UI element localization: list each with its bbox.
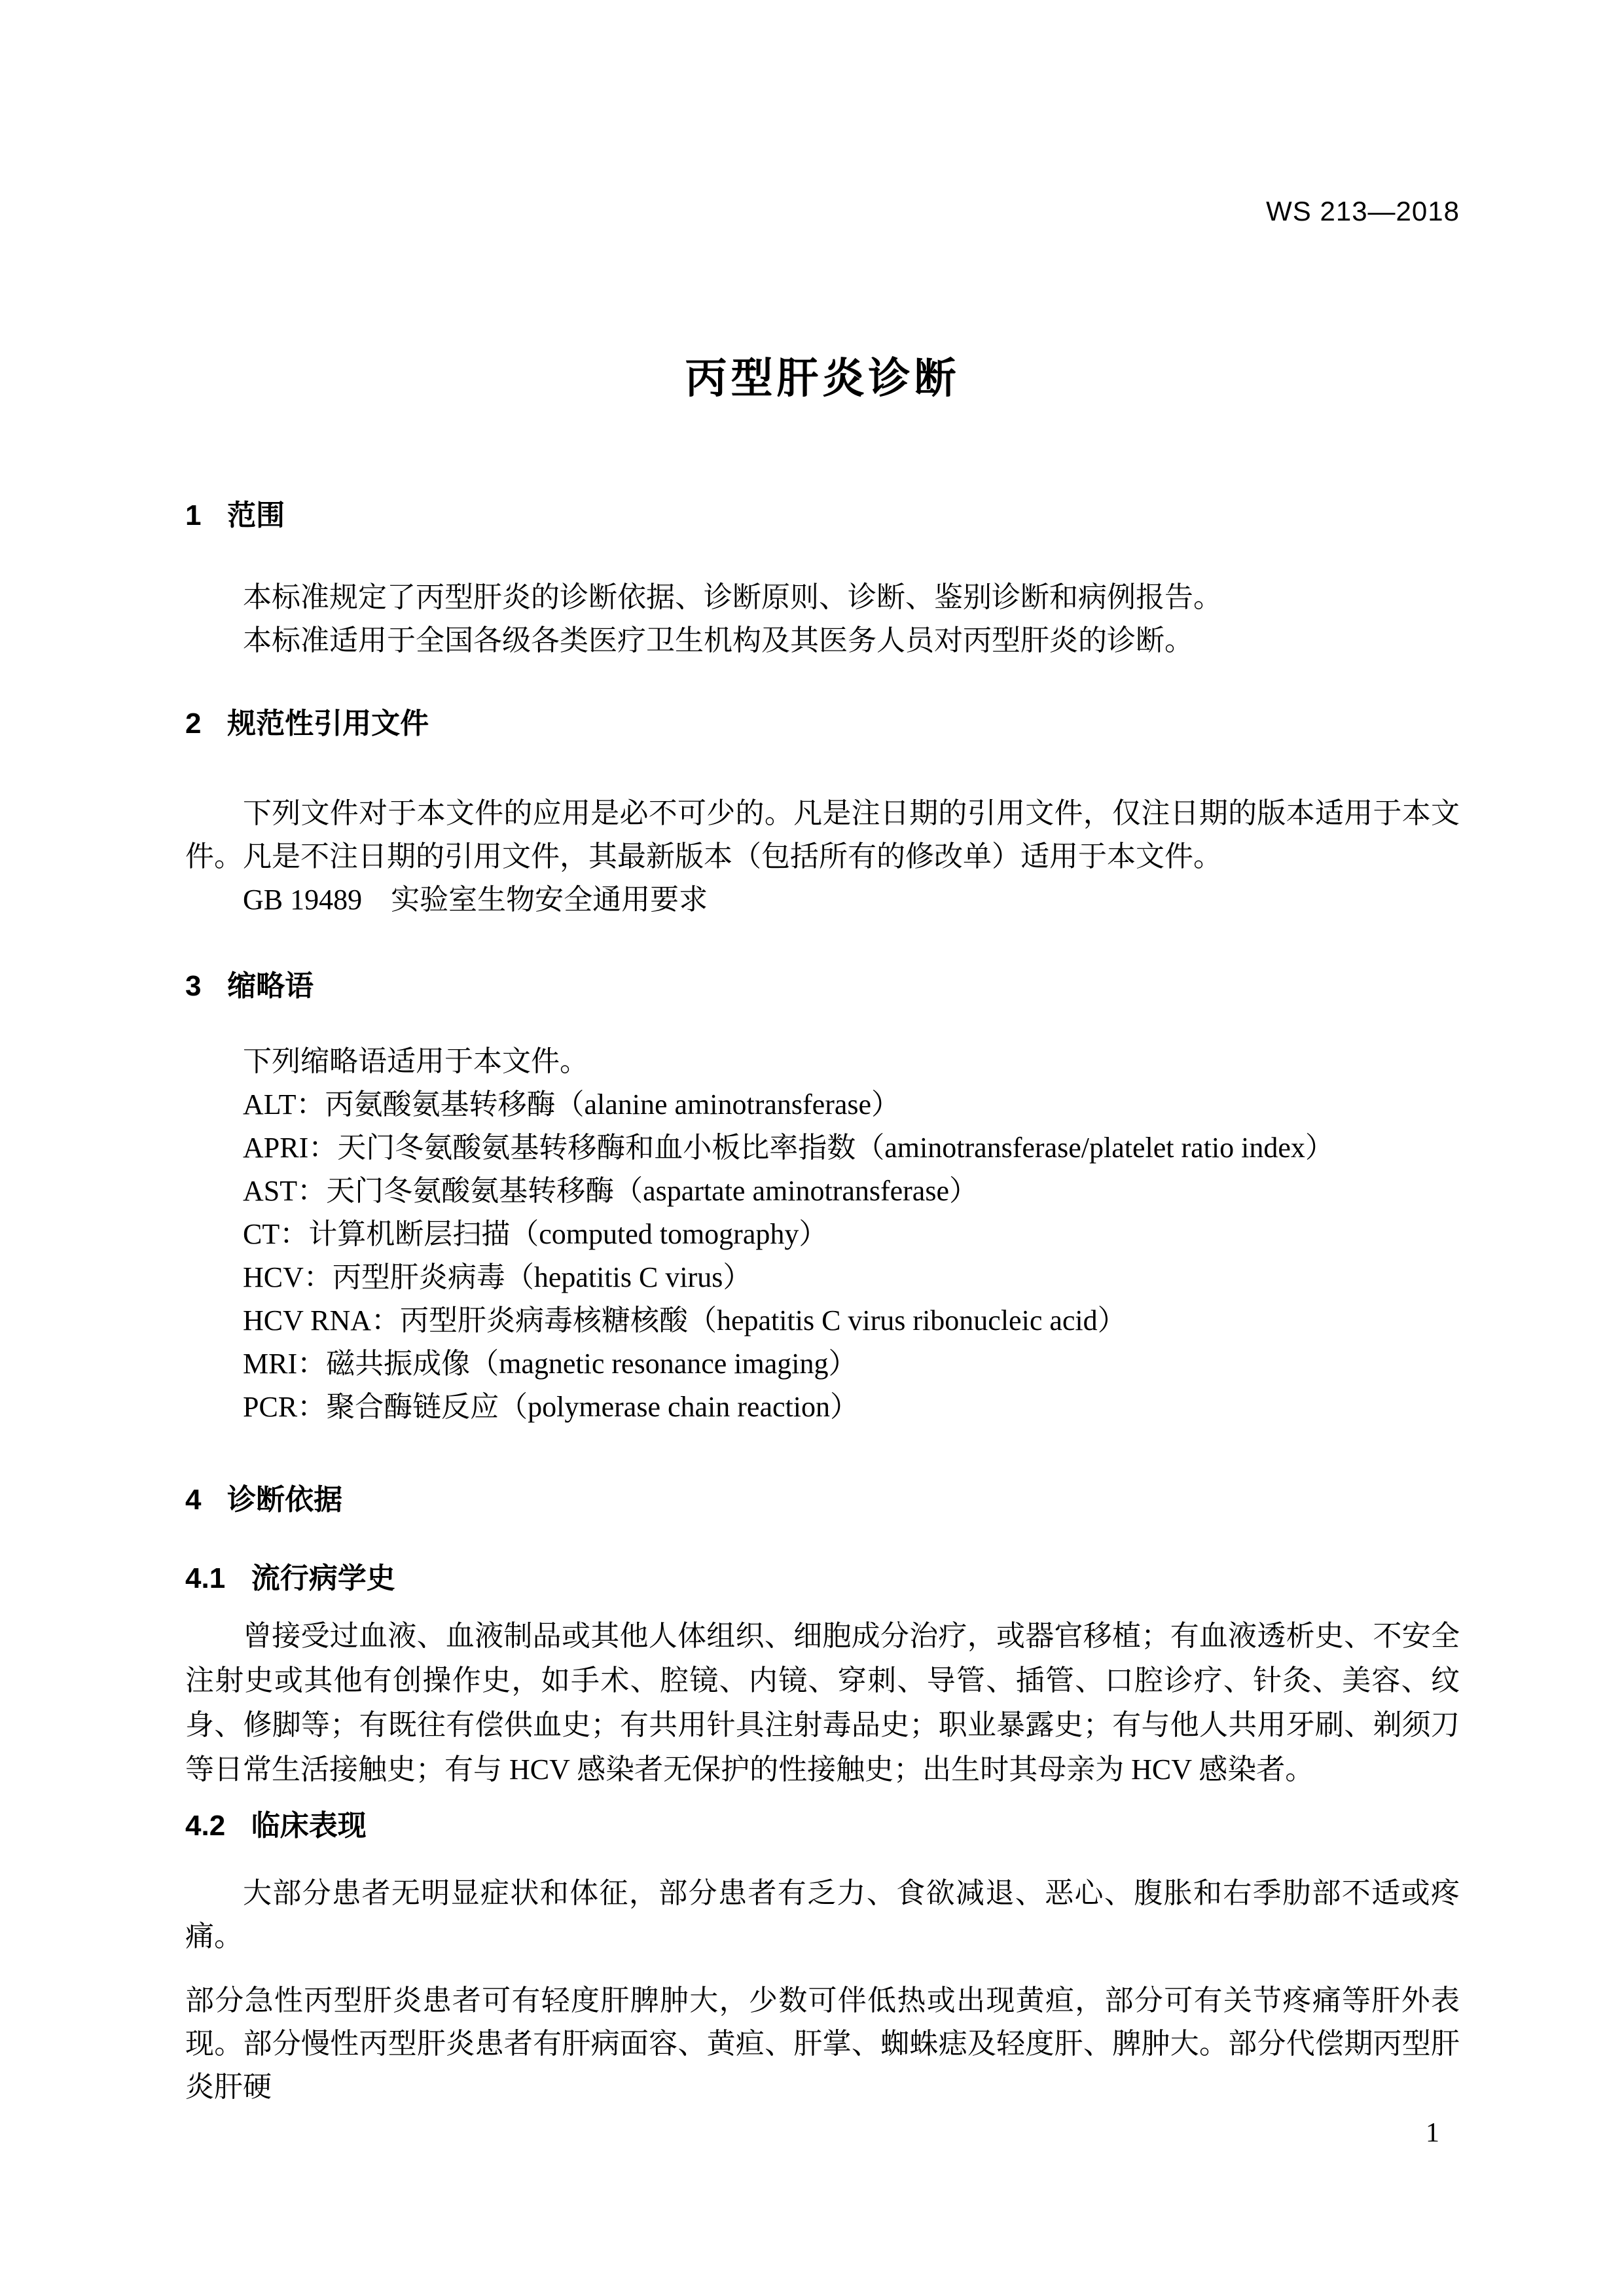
abbreviation-item-mri: MRI：磁共振成像（magnetic resonance imaging） xyxy=(243,1348,857,1380)
section-1-heading xyxy=(185,500,1460,531)
abbreviation-item-alt: ALT：丙氨酸氨基转移酶（alanine aminotransferase） xyxy=(243,1088,901,1121)
normative-reference: GB 19489 实验室生物安全通用要求 xyxy=(243,884,708,916)
section-4-1-number: 4.1 xyxy=(185,1562,226,1594)
abbreviation-item-hcv-rna: HCV RNA：丙型肝炎病毒核糖核酸（hepatitis C virus ribonucleic acid） xyxy=(243,1304,1127,1336)
section-2-label: 规范性引用文件 xyxy=(227,708,429,740)
document-title: 丙型肝炎诊断 xyxy=(685,355,960,402)
section-3-heading xyxy=(185,971,1460,1002)
section-1-number: 1 xyxy=(185,499,202,531)
section-4-label: 诊断依据 xyxy=(227,1484,343,1516)
section-2-number: 2 xyxy=(185,708,202,740)
section-4-2-heading xyxy=(185,1810,1460,1842)
section-4-1-paragraph: 曾接受过血液、血液制品或其他人体组织、细胞成分治疗，或器官移植；有血液透析史、不安全注射史或其他有创操作史，如手术、腔镜、内镜、穿刺、导管、插管、口腔诊疗、针灸、美容、纹身、修脚等；有既往有偿供血史；有共用针具注射毒品史；职业暴露史；有与他人共用牙刷、剃须刀等日常生活接触史；有与 HCV 感染者无保护的性接触史；出生时其母亲为 HCV 感染者。 xyxy=(185,1620,1460,1785)
abbreviation-item-apri: APRI：天门冬氨酸氨基转移酶和血小板比率指数（aminotransferase/platelet ratio index） xyxy=(243,1132,1334,1164)
section-4-2-paragraph-1: 大部分患者无明显症状和体征，部分患者有乏力、食欲减退、恶心、腹胀和右季肋部不适或疼痛。 xyxy=(185,1877,1460,1952)
section-4-number: 4 xyxy=(185,1484,202,1516)
page-number: 1 xyxy=(1426,2118,1439,2148)
section-4-2-label: 临床表现 xyxy=(251,1810,367,1842)
section-4-1-label: 流行病学史 xyxy=(251,1562,395,1594)
section-4-2-number: 4.2 xyxy=(185,1810,226,1842)
abbreviation-item-ast: AST：天门冬氨酸氨基转移酶（aspartate aminotransferase） xyxy=(243,1175,978,1207)
section-1-paragraph-1: 本标准规定了丙型肝炎的诊断依据、诊断原则、诊断、鉴别诊断和病例报告。 xyxy=(243,581,1222,613)
section-4-heading xyxy=(185,1484,1460,1516)
standard-number: WS 213—2018 xyxy=(1266,196,1460,226)
abbreviation-item-ct: CT：计算机断层扫描（computed tomography） xyxy=(243,1218,828,1250)
abbreviation-item-pcr: PCR：聚合酶链反应（polymerase chain reaction） xyxy=(243,1391,859,1423)
section-3-label: 缩略语 xyxy=(227,970,314,1002)
section-1-label: 范围 xyxy=(227,499,285,531)
section-4-1-heading xyxy=(185,1563,1460,1594)
abbreviation-item-hcv: HCV：丙型肝炎病毒（hepatitis C virus） xyxy=(243,1261,752,1293)
section-2-paragraph-1: 下列文件对于本文件的应用是必不可少的。凡是注日期的引用文件，仅注日期的版本适用于本文件。凡是不注日期的引用文件，其最新版本（包括所有的修改单）适用于本文件。 xyxy=(185,797,1460,872)
section-4-2-paragraph-2: 部分急性丙型肝炎患者可有轻度肝脾肿大，少数可伴低热或出现黄疸，部分可有关节疼痛等肝外表现。部分慢性丙型肝炎患者有肝病面容、黄疸、肝掌、蜘蛛痣及轻度肝、脾肿大。部分代偿期丙型肝炎肝硬 xyxy=(185,1984,1460,2103)
section-2-heading xyxy=(185,708,1460,740)
section-3-number: 3 xyxy=(185,970,202,1002)
section-1-paragraph-2: 本标准适用于全国各级各类医疗卫生机构及其医务人员对丙型肝炎的诊断。 xyxy=(243,624,1193,656)
abbreviations-intro: 下列缩略语适用于本文件。 xyxy=(243,1045,588,1077)
